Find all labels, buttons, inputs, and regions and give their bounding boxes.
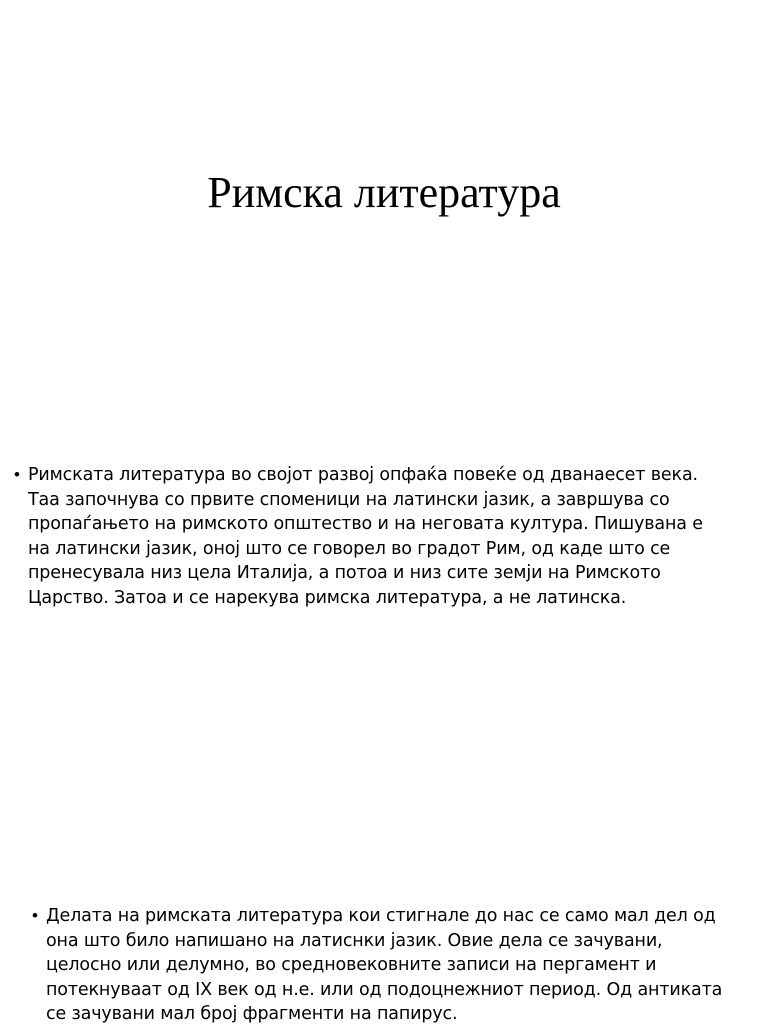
page-title: Римска литература bbox=[207, 168, 561, 217]
bullet-marker: • bbox=[14, 465, 20, 484]
bullet-text: Римската литература во својот развој опфаќа повеќе од дванаесет века. Таа започнува со првите споменици на латински јазик, а завршува со пропаѓањето на римското општество и на неговата култура. Пишувана е на латински јазик, оној што се говорел во градот Рим, од каде што се пренесувала низ цела Италија, а потоа и низ сите земји на Римското Царство. Затоа и се нарекува римска литература, а не латинска. bbox=[28, 465, 703, 608]
bullet-paragraph-intro bbox=[14, 463, 704, 610]
bullet-text: Делата на римската литература кои стигнале до нас се само мал дел од она што било напишано на латиснки јазик. Овие дела се зачувани, целосно или делумно, во средновековните записи на пергамент и потекнуваат од IX век од н.е. или од подоцнежниот период. Од антиката се зачувани мал број фрагменти на папирус. bbox=[46, 906, 723, 1024]
bullet-paragraph-works bbox=[32, 904, 732, 1024]
bullet-marker: • bbox=[32, 906, 38, 925]
